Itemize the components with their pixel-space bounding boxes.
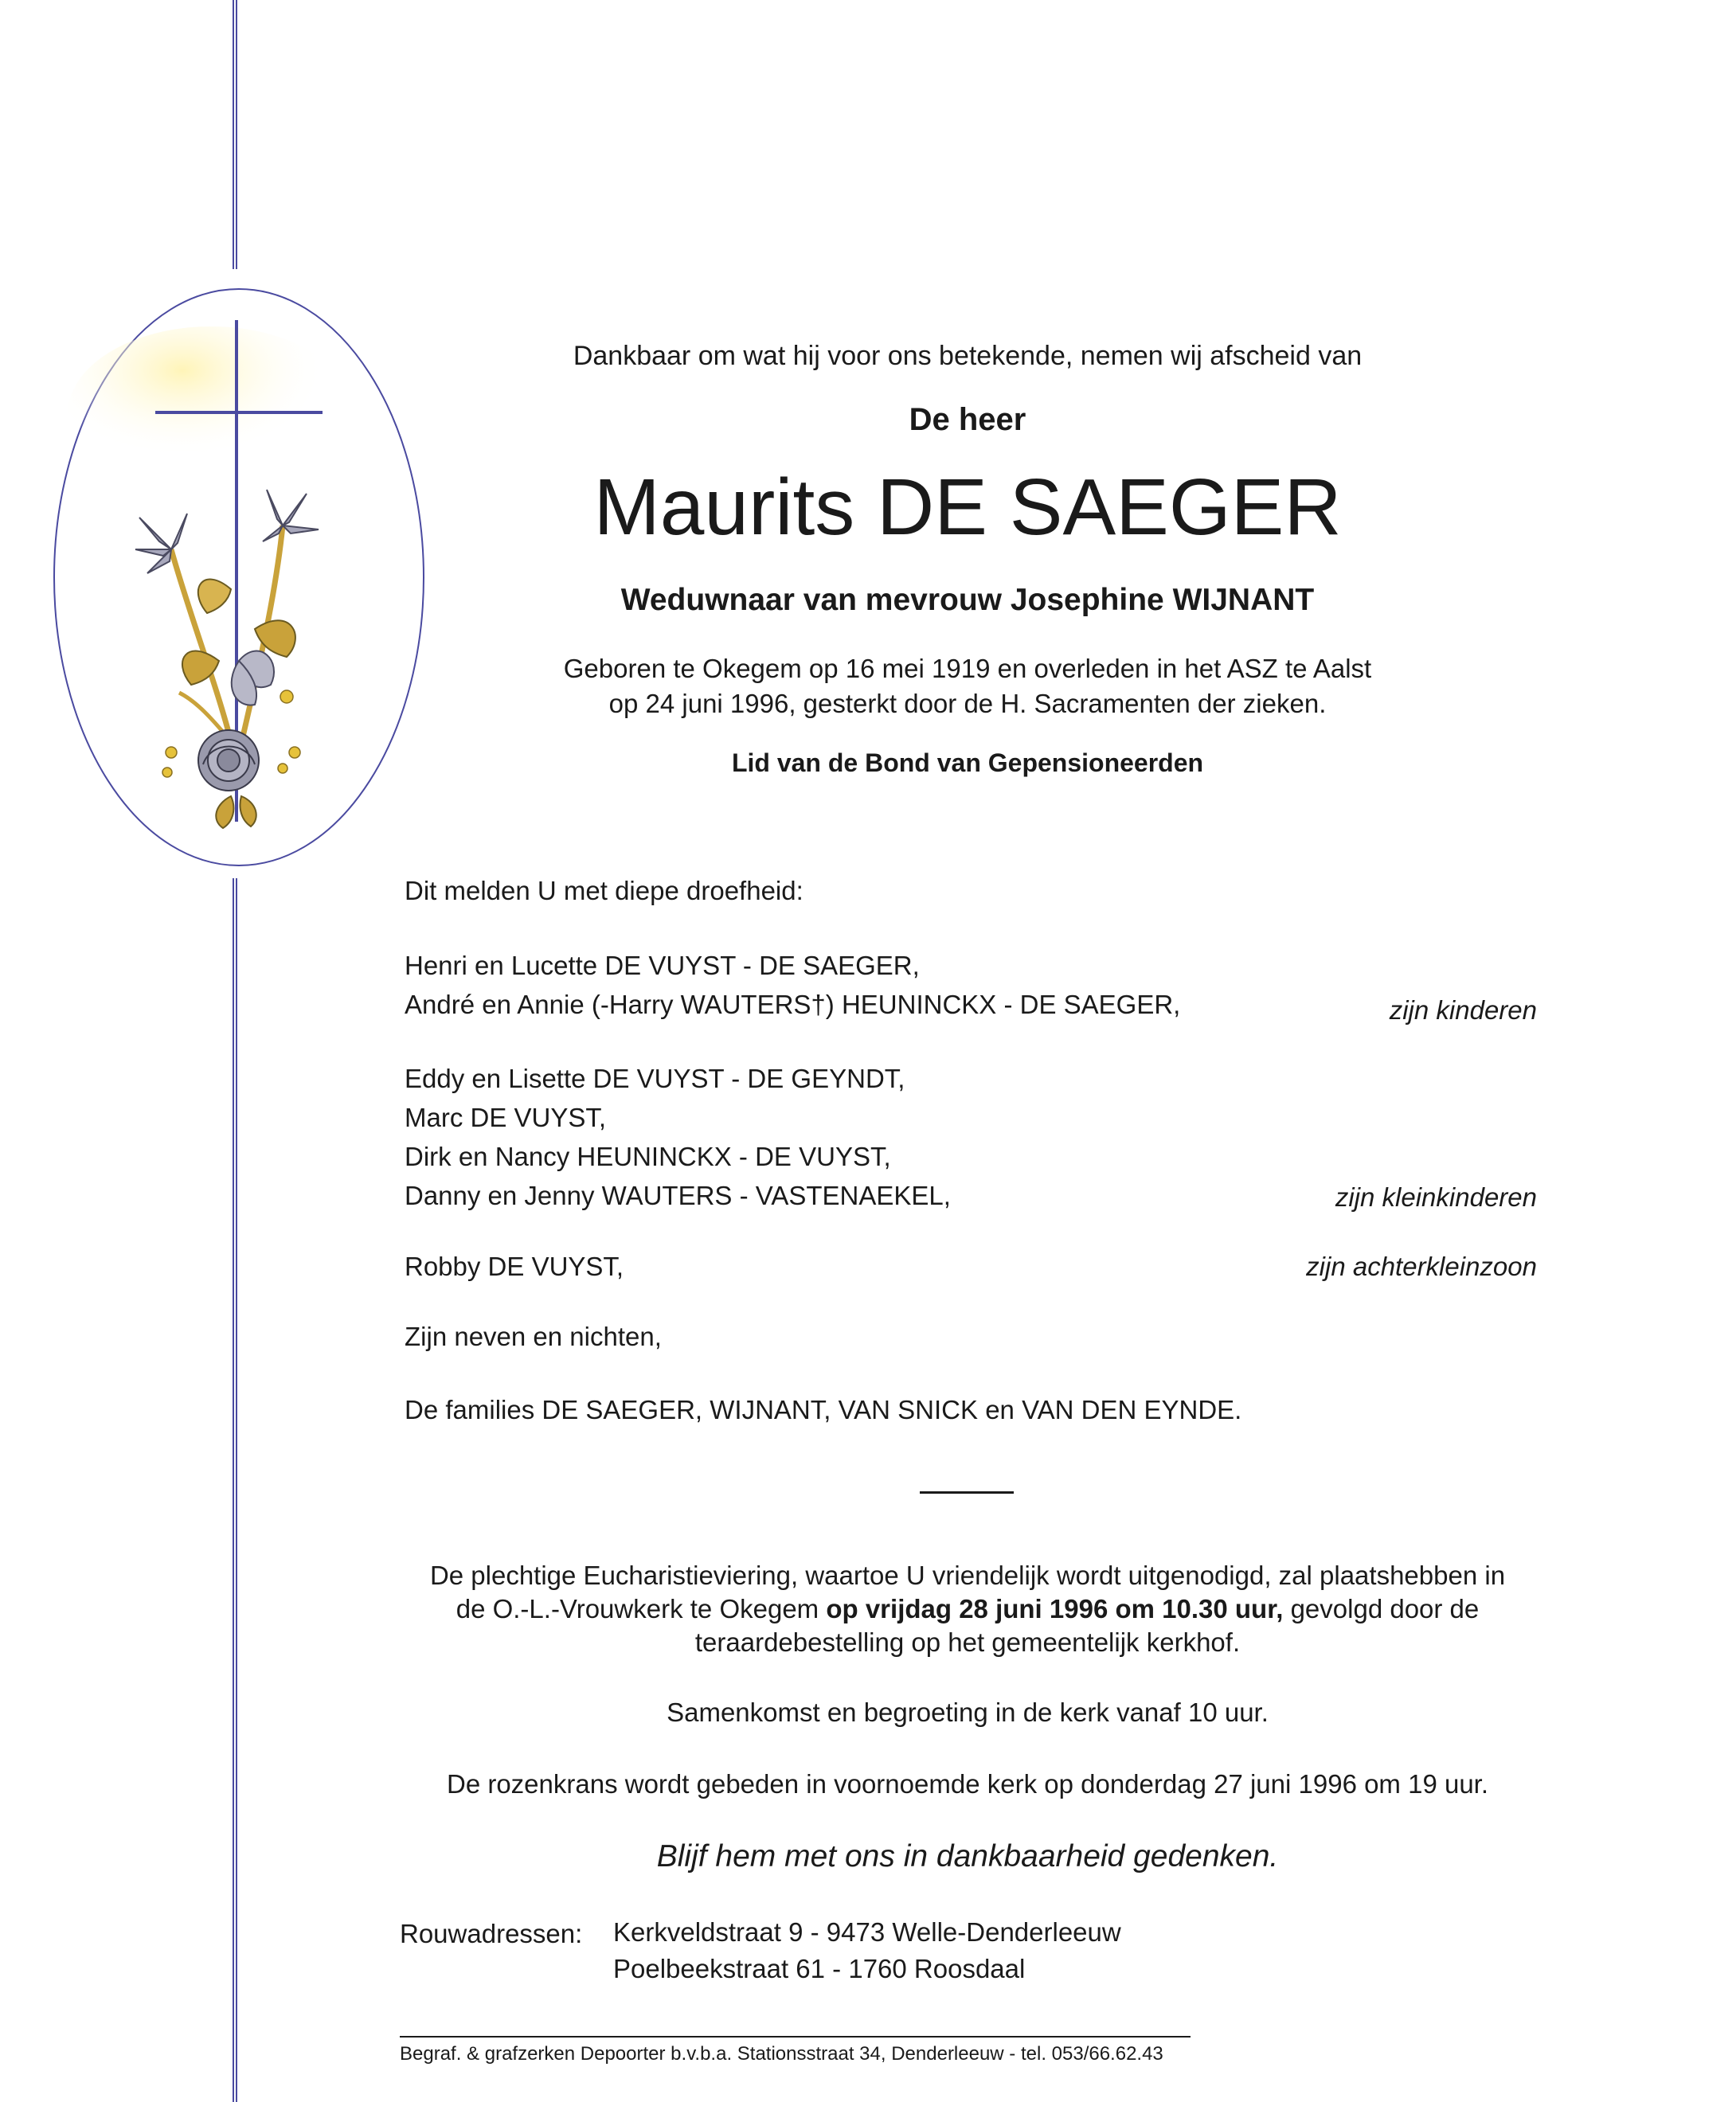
children-list — [405, 946, 1180, 1024]
undertaker-footer: Begraf. & grafzerken Depoorter b.v.b.a. Stationsstraat 34, Denderleeuw - tel. 053/66.62.43 — [400, 2043, 1163, 2065]
rose — [198, 730, 259, 791]
announcement: Dit melden U met diepe droefheid: — [405, 876, 803, 905]
footer-divider — [400, 2036, 1191, 2038]
birth-death-line-2: op 24 juni 1996, gesterkt door de H. Sacramenten der zieken. — [608, 689, 1327, 718]
great-grandchild-label: zijn achterkleinzoon — [1306, 1252, 1537, 1281]
list-item: Dirk en Nancy HEUNINCKX - DE VUYST, — [405, 1142, 891, 1171]
gathering-line: Samenkomst en begroeting in de kerk vanaf 10 uur. — [667, 1698, 1269, 1727]
section-divider — [920, 1491, 1014, 1494]
grandchildren-label: zijn kleinkinderen — [1335, 1182, 1537, 1212]
ceremony-line-2: de O.-L.-Vrouwkerk te Okegem op vrijdag 28 juni 1996 om 10.30 uur, gevolgd door de — [456, 1594, 1480, 1623]
intro-text: Dankbaar om wat hij voor ons betekende, nemen wij afscheid van — [573, 341, 1363, 371]
ceremony-line-3: teraardebestelling op het gemeentelijk kerkhof. — [694, 1627, 1241, 1657]
vertical-line-bottom — [233, 878, 237, 2102]
birth-death-line-1: Geboren te Okegem op 16 mei 1919 en overleden in het ASZ te Aalst — [563, 654, 1372, 683]
list-item: Kerkveldstraat 9 - 9473 Welle-Denderleeuw — [613, 1917, 1121, 1947]
addresses-list — [613, 1914, 1121, 1987]
deceased-name: Maurits DE SAEGER — [593, 463, 1342, 552]
addresses-label: Rouwadressen: — [400, 1919, 583, 1948]
honorific: De heer — [909, 402, 1026, 437]
membership-line: Lid van de Bond van Gepensioneerden — [731, 748, 1204, 777]
cousins-line: Zijn neven en nichten, — [405, 1322, 662, 1351]
list-item: Danny en Jenny WAUTERS - VASTENAEKEL, — [405, 1181, 951, 1210]
birth-death-text — [398, 651, 1537, 721]
grandchildren-list — [405, 1059, 951, 1215]
great-grandchild: Robby DE VUYST, — [405, 1252, 624, 1281]
list-item: André en Annie (-Harry WAUTERS†) HEUNINCKX - DE SAEGER, — [405, 990, 1181, 1019]
vertical-line-top — [233, 0, 237, 269]
rosary-line: De rozenkrans wordt gebeden in voornoemde kerk op donderdag 27 juni 1996 om 19 uur. — [446, 1769, 1489, 1799]
families-line: De families DE SAEGER, WIJNANT, VAN SNICK en VAN DEN EYNDE. — [405, 1395, 1242, 1424]
list-item: Marc DE VUYST, — [405, 1103, 607, 1132]
widower-line: Weduwnaar van mevrouw Josephine WIJNANT — [620, 583, 1315, 617]
closing-phrase: Blijf hem met ons in dankbaarheid gedenken. — [656, 1839, 1279, 1873]
list-item: Poelbeekstraat 61 - 1760 Roosdaal — [613, 1954, 1026, 1983]
ceremony-date-time: op vrijdag 28 juni 1996 om 10.30 uur, — [826, 1594, 1284, 1623]
children-label: zijn kinderen — [1389, 995, 1537, 1025]
list-item: Henri en Lucette DE VUYST - DE SAEGER, — [405, 951, 920, 980]
cross-lily-emblem — [52, 287, 426, 868]
ceremony-text — [390, 1559, 1545, 1659]
ceremony-line-1: De plechtige Eucharistieviering, waartoe U vriendelijk wordt uitgenodigd, zal plaatshebben in — [429, 1561, 1506, 1590]
list-item: Eddy en Lisette DE VUYST - DE GEYNDT, — [405, 1064, 905, 1093]
